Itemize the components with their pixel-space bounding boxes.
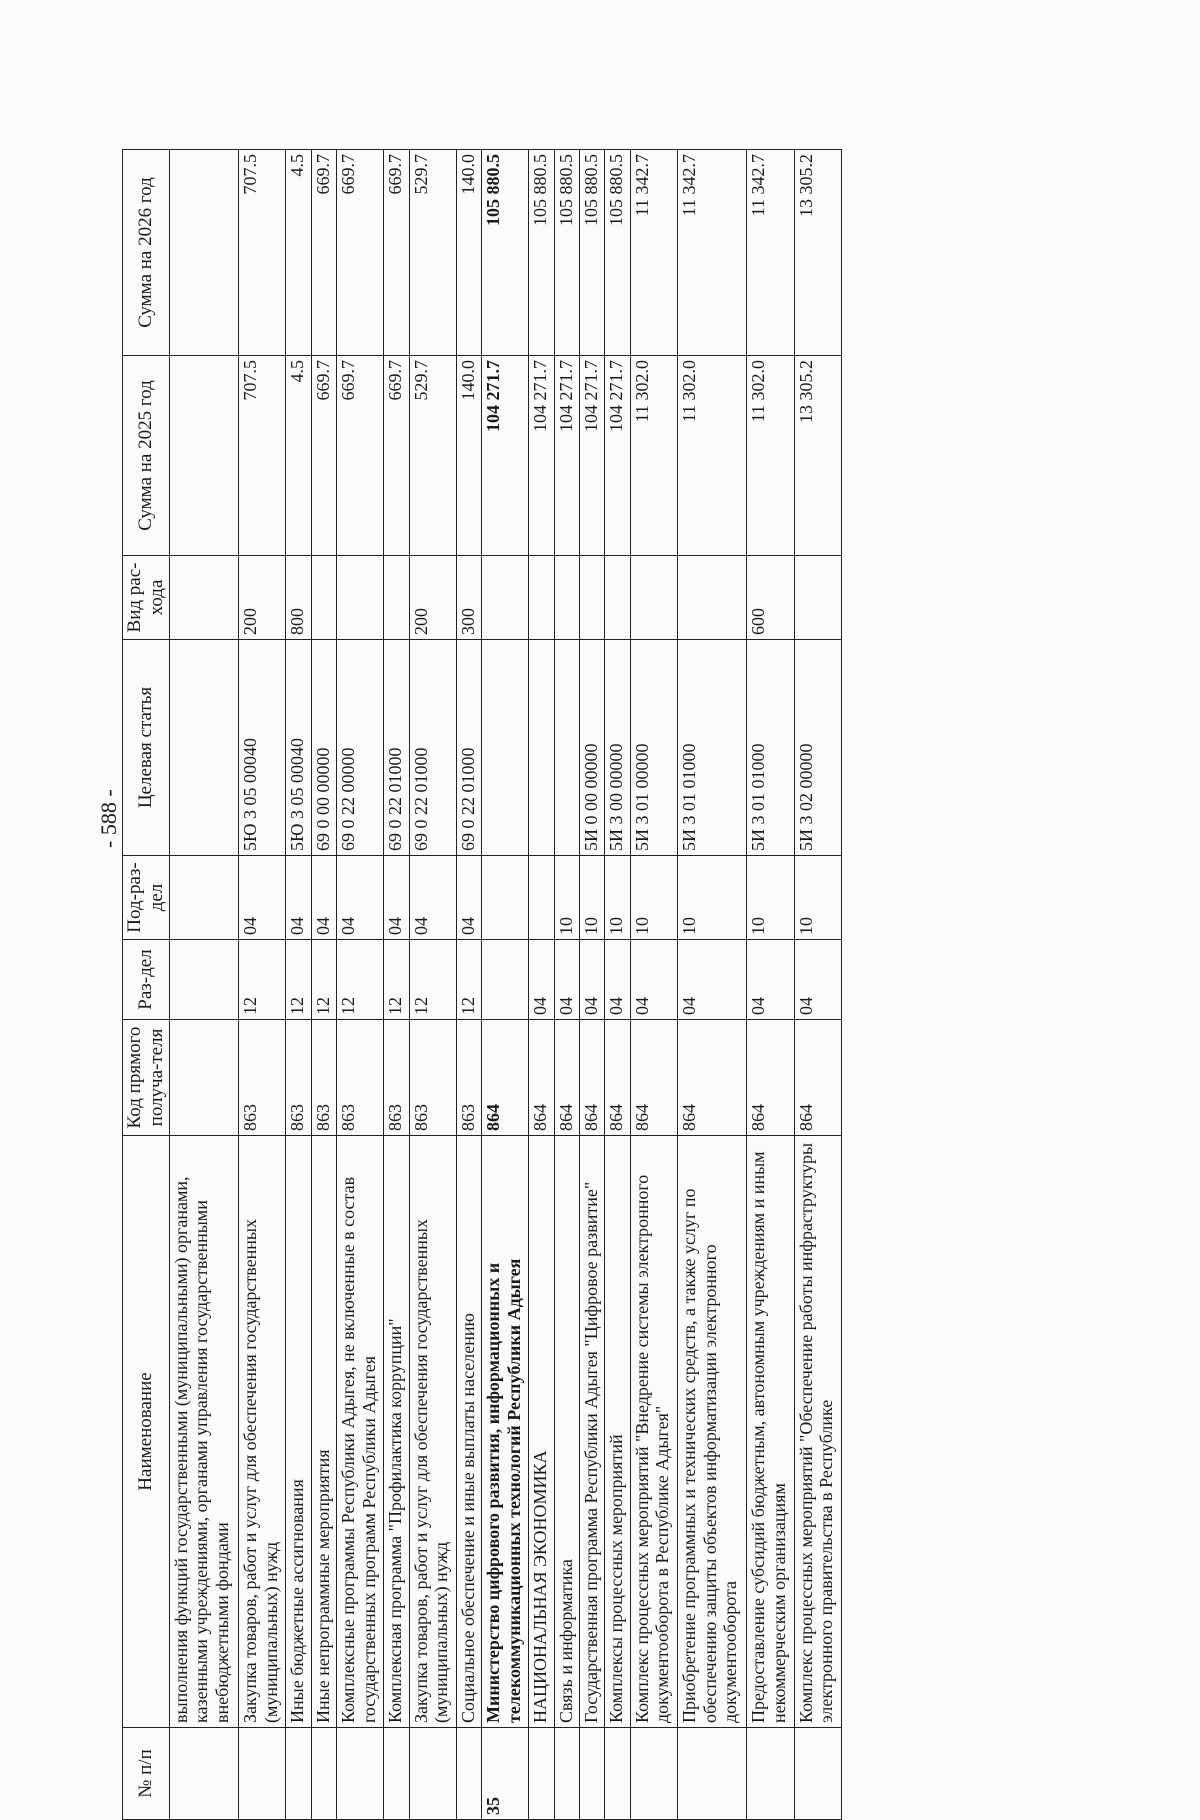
cell-expense-type <box>311 556 336 640</box>
cell-section: 04 <box>605 940 630 1020</box>
cell-expense-type <box>384 556 409 640</box>
cell-target: 69 0 22 01000 <box>409 640 456 856</box>
cell-sum-2026: 669.7 <box>336 150 383 356</box>
cell-name: Закупка товаров, работ и услуг для обеспечения государственных (муниципальных) нужд <box>409 1136 456 1728</box>
cell-sum-2026: 105 880.5 <box>605 150 630 356</box>
cell-recipient: 863 <box>239 1020 286 1136</box>
cell-subsection: 04 <box>336 856 383 940</box>
cell-recipient: 864 <box>482 1020 529 1136</box>
cell-no <box>336 1728 383 1820</box>
cell-subsection <box>169 856 238 940</box>
cell-sum-2026: 105 880.5 <box>579 150 604 356</box>
cell-section <box>169 940 238 1020</box>
cell-recipient: 864 <box>677 1020 746 1136</box>
cell-sum-2025: 529.7 <box>409 356 456 556</box>
cell-subsection: 10 <box>579 856 604 940</box>
cell-sum-2025: 669.7 <box>311 356 336 556</box>
cell-subsection <box>482 856 529 940</box>
cell-section: 12 <box>336 940 383 1020</box>
cell-sum-2026: 105 880.5 <box>554 150 579 356</box>
cell-recipient: 864 <box>554 1020 579 1136</box>
cell-target: 5И 3 00 00000 <box>605 640 630 856</box>
cell-section: 04 <box>794 940 841 1020</box>
cell-sum-2025: 104 271.7 <box>554 356 579 556</box>
table-row <box>311 150 336 1820</box>
table-row <box>677 150 746 1820</box>
cell-name: Комплексы процессных мероприятий <box>605 1136 630 1728</box>
cell-sum-2025: 11 302.0 <box>677 356 746 556</box>
cell-target: 5И 0 00 00000 <box>579 640 604 856</box>
cell-recipient: 863 <box>384 1020 409 1136</box>
cell-section: 12 <box>239 940 286 1020</box>
cell-subsection: 04 <box>239 856 286 940</box>
cell-no <box>409 1728 456 1820</box>
cell-recipient <box>169 1020 238 1136</box>
table-body <box>169 150 841 1820</box>
cell-section: 04 <box>677 940 746 1020</box>
cell-name: Министерство цифрового развития, информационных и телекоммуникационных технологий Республики Адыгея <box>482 1136 529 1728</box>
cell-section: 12 <box>409 940 456 1020</box>
cell-sum-2026: 4.5 <box>286 150 311 356</box>
cell-sum-2026: 669.7 <box>384 150 409 356</box>
cell-section <box>482 940 529 1020</box>
cell-sum-2025: 13 305.2 <box>794 356 841 556</box>
cell-subsection: 04 <box>456 856 481 940</box>
cell-expense-type <box>554 556 579 640</box>
cell-recipient: 864 <box>794 1020 841 1136</box>
cell-sum-2026: 11 342.7 <box>677 150 746 356</box>
cell-recipient: 864 <box>747 1020 794 1136</box>
cell-sum-2025: 140.0 <box>456 356 481 556</box>
cell-subsection: 10 <box>630 856 677 940</box>
cell-expense-type <box>605 556 630 640</box>
cell-expense-type <box>482 556 529 640</box>
cell-no <box>286 1728 311 1820</box>
cell-no: 35 <box>482 1728 529 1820</box>
cell-section: 04 <box>554 940 579 1020</box>
cell-sum-2025: 669.7 <box>336 356 383 556</box>
table-row <box>630 150 677 1820</box>
cell-name: Комплекс процессных мероприятий "Внедрение системы электронного документооборота в Республике Адыгея" <box>630 1136 677 1728</box>
table-row <box>336 150 383 1820</box>
cell-target: 69 0 00 00000 <box>311 640 336 856</box>
cell-name: НАЦИОНАЛЬНАЯ ЭКОНОМИКА <box>529 1136 554 1728</box>
cell-section: 04 <box>630 940 677 1020</box>
cell-recipient: 863 <box>336 1020 383 1136</box>
cell-sum-2026: 105 880.5 <box>482 150 529 356</box>
cell-name: Комплекс процессных мероприятий "Обеспечение работы инфраструктуры электронного правительства в Республике <box>794 1136 841 1728</box>
cell-recipient: 864 <box>529 1020 554 1136</box>
table-row <box>579 150 604 1820</box>
cell-target: 5Ю 3 05 00040 <box>239 640 286 856</box>
cell-no <box>747 1728 794 1820</box>
table-row <box>456 150 481 1820</box>
cell-section: 04 <box>579 940 604 1020</box>
header-no: № п/п <box>123 1728 170 1820</box>
cell-no <box>605 1728 630 1820</box>
cell-subsection: 10 <box>747 856 794 940</box>
cell-section: 04 <box>529 940 554 1020</box>
cell-expense-type <box>529 556 554 640</box>
cell-expense-type <box>794 556 841 640</box>
cell-name: Государственная программа Республики Адыгея "Цифровое развитие" <box>579 1136 604 1728</box>
cell-section: 12 <box>456 940 481 1020</box>
cell-section: 04 <box>747 940 794 1020</box>
cell-sum-2025: 4.5 <box>286 356 311 556</box>
cell-no <box>579 1728 604 1820</box>
cell-target: 5И 3 01 00000 <box>630 640 677 856</box>
cell-expense-type: 200 <box>239 556 286 640</box>
header-sum-2026: Сумма на 2026 год <box>123 150 170 356</box>
cell-name: выполнения функций государственными (муниципальными) органами, казенными учреждениями, органами управления государственными внебюджетными фондами <box>169 1136 238 1728</box>
cell-no <box>456 1728 481 1820</box>
cell-name: Комплексные программы Республики Адыгея, не включенные в состав государственных программ Республики Адыгея <box>336 1136 383 1728</box>
cell-expense-type: 800 <box>286 556 311 640</box>
cell-section: 12 <box>384 940 409 1020</box>
cell-name: Предоставление субсидий бюджетным, автономным учреждениям и иным некоммерческим организациям <box>747 1136 794 1728</box>
cell-sum-2025: 11 302.0 <box>747 356 794 556</box>
cell-sum-2025 <box>169 356 238 556</box>
cell-subsection: 10 <box>605 856 630 940</box>
cell-name: Иные непрограммные мероприятия <box>311 1136 336 1728</box>
cell-sum-2026: 11 342.7 <box>747 150 794 356</box>
header-sum-2025: Сумма на 2025 год <box>123 356 170 556</box>
budget-table <box>122 149 842 1820</box>
cell-expense-type: 600 <box>747 556 794 640</box>
table-row <box>239 150 286 1820</box>
cell-sum-2026 <box>169 150 238 356</box>
cell-recipient: 863 <box>409 1020 456 1136</box>
table-row <box>554 150 579 1820</box>
cell-section: 12 <box>286 940 311 1020</box>
cell-recipient: 863 <box>311 1020 336 1136</box>
cell-no <box>677 1728 746 1820</box>
cell-target <box>529 640 554 856</box>
cell-section: 12 <box>311 940 336 1020</box>
cell-no <box>529 1728 554 1820</box>
cell-target: 69 0 22 01000 <box>456 640 481 856</box>
header-subsection: Под-раз-дел <box>123 856 170 940</box>
cell-sum-2025: 104 271.7 <box>482 356 529 556</box>
cell-expense-type <box>169 556 238 640</box>
table-row <box>286 150 311 1820</box>
table-row <box>794 150 841 1820</box>
header-recipient: Код прямого получа-теля <box>123 1020 170 1136</box>
cell-name: Иные бюджетные ассигнования <box>286 1136 311 1728</box>
cell-recipient: 863 <box>456 1020 481 1136</box>
cell-recipient: 864 <box>579 1020 604 1136</box>
cell-target: 69 0 22 00000 <box>336 640 383 856</box>
table-row <box>605 150 630 1820</box>
cell-sum-2026: 11 342.7 <box>630 150 677 356</box>
cell-name: Закупка товаров, работ и услуг для обеспечения государственных (муниципальных) нужд <box>239 1136 286 1728</box>
cell-subsection: 10 <box>677 856 746 940</box>
cell-recipient: 864 <box>630 1020 677 1136</box>
cell-no <box>169 1728 238 1820</box>
cell-target: 5И 3 01 01000 <box>677 640 746 856</box>
cell-target: 5И 3 01 01000 <box>747 640 794 856</box>
cell-sum-2025: 11 302.0 <box>630 356 677 556</box>
cell-expense-type: 300 <box>456 556 481 640</box>
table-row <box>747 150 794 1820</box>
table-row <box>169 150 238 1820</box>
cell-expense-type <box>336 556 383 640</box>
page-number: - 588 - <box>96 789 121 848</box>
cell-sum-2026: 669.7 <box>311 150 336 356</box>
cell-no <box>630 1728 677 1820</box>
cell-expense-type: 200 <box>409 556 456 640</box>
cell-subsection: 10 <box>554 856 579 940</box>
cell-sum-2026: 529.7 <box>409 150 456 356</box>
cell-no <box>554 1728 579 1820</box>
cell-subsection: 04 <box>384 856 409 940</box>
cell-sum-2026: 140.0 <box>456 150 481 356</box>
header-target: Целевая статья <box>123 640 170 856</box>
cell-target: 5Ю 3 05 00040 <box>286 640 311 856</box>
header-name: Наименование <box>123 1136 170 1728</box>
cell-sum-2026: 105 880.5 <box>529 150 554 356</box>
cell-target <box>482 640 529 856</box>
header-row <box>123 150 170 1820</box>
cell-name: Связь и информатика <box>554 1136 579 1728</box>
cell-sum-2025: 669.7 <box>384 356 409 556</box>
cell-subsection: 04 <box>286 856 311 940</box>
cell-no <box>794 1728 841 1820</box>
cell-subsection: 04 <box>409 856 456 940</box>
cell-target <box>169 640 238 856</box>
cell-name: Социальное обеспечение и иные выплаты населению <box>456 1136 481 1728</box>
cell-sum-2025: 104 271.7 <box>605 356 630 556</box>
cell-no <box>311 1728 336 1820</box>
cell-name: Комплексная программа "Профилактика коррупции" <box>384 1136 409 1728</box>
cell-sum-2026: 707.5 <box>239 150 286 356</box>
cell-sum-2026: 13 305.2 <box>794 150 841 356</box>
cell-subsection <box>529 856 554 940</box>
cell-sum-2025: 707.5 <box>239 356 286 556</box>
table-row <box>529 150 554 1820</box>
table-row <box>384 150 409 1820</box>
cell-subsection: 04 <box>311 856 336 940</box>
table-row <box>482 150 529 1820</box>
cell-sum-2025: 104 271.7 <box>579 356 604 556</box>
cell-name: Приобретение программных и технических средств, а также услуг по обеспечению защиты объектов информатизации электронного документооборота <box>677 1136 746 1728</box>
rotated-table-wrapper <box>122 150 842 1820</box>
cell-target <box>554 640 579 856</box>
cell-target: 69 0 22 01000 <box>384 640 409 856</box>
cell-expense-type <box>630 556 677 640</box>
cell-no <box>384 1728 409 1820</box>
cell-no <box>239 1728 286 1820</box>
table-row <box>409 150 456 1820</box>
cell-target: 5И 3 02 00000 <box>794 640 841 856</box>
cell-recipient: 863 <box>286 1020 311 1136</box>
cell-sum-2025: 104 271.7 <box>529 356 554 556</box>
header-section: Раз-дел <box>123 940 170 1020</box>
cell-expense-type <box>579 556 604 640</box>
cell-expense-type <box>677 556 746 640</box>
cell-recipient: 864 <box>605 1020 630 1136</box>
cell-subsection: 10 <box>794 856 841 940</box>
header-expense-type: Вид рас-хода <box>123 556 170 640</box>
